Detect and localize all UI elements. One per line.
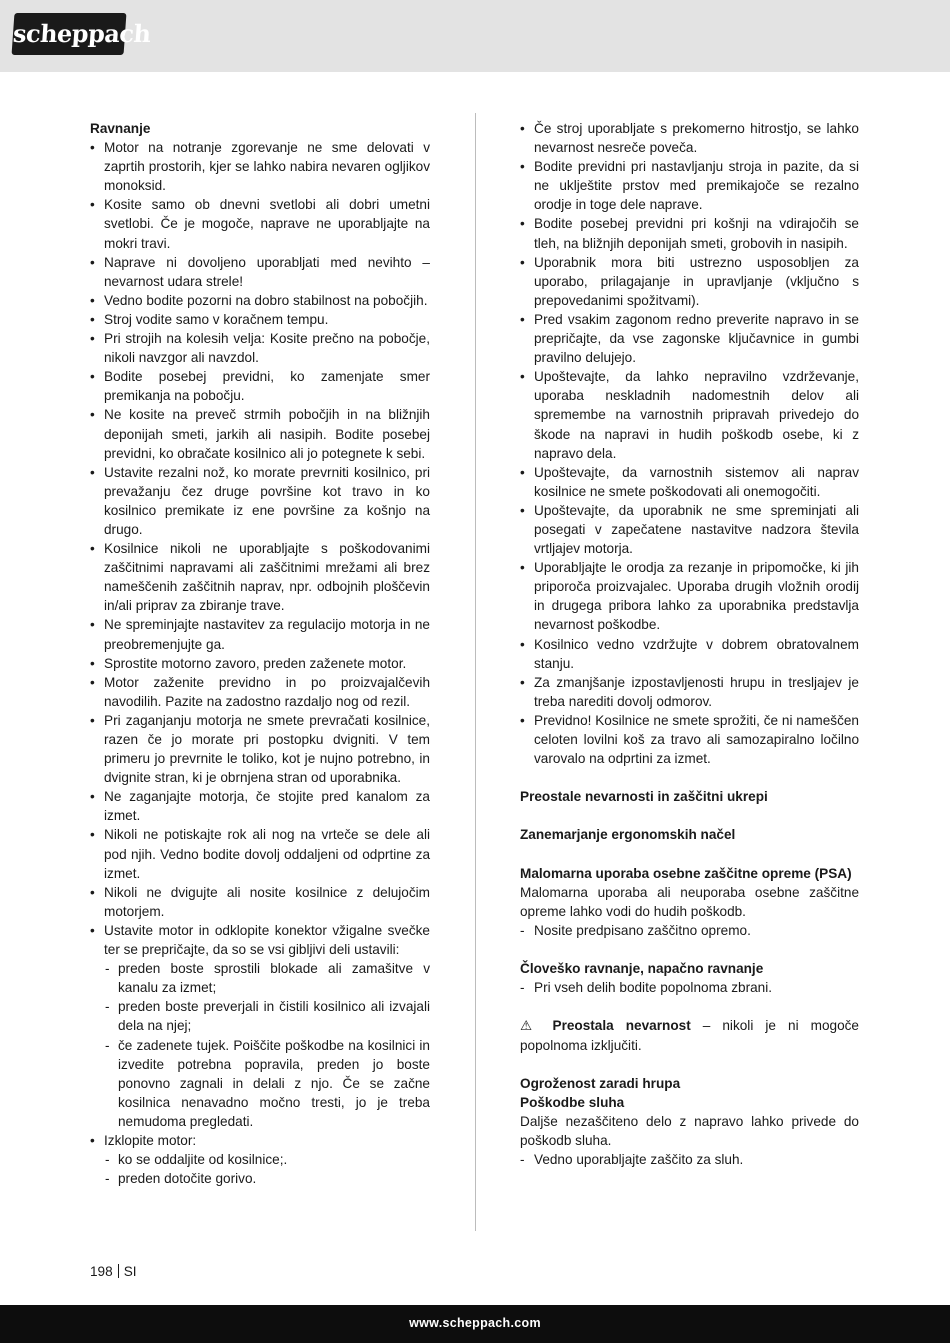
list-item: • Motor na notranje zgorevanje ne sme delovati v zaprtih prostorih, kjer se lahko nabira nevaren ogljikov monoksid. [90, 138, 430, 195]
page-number-separator [118, 1264, 119, 1278]
page-number-value: 198 [90, 1264, 113, 1279]
off-intro: Izklopite motor: [104, 1132, 197, 1148]
ergonomic-heading: Zanemarjanje ergonomskih načel [520, 827, 736, 843]
footer-bar [0, 1305, 950, 1343]
dash-item: - Nosite predpisano zaščitno opremo. [520, 921, 859, 940]
left-bullet-list [90, 138, 430, 1188]
list-item: • Motor zaženite previdno in po proizvajalčevih navodilih. Pazite na zadostno razdaljo nog od rezil. [90, 673, 430, 711]
footer-url[interactable]: www.scheppach.com [409, 1316, 541, 1330]
list-item: • Ne spreminjajte nastavitev za regulacijo motorja in ne preobremenjujte ga. [90, 615, 430, 653]
list-item: • Kosite samo ob dnevni svetlobi ali dobri umetni svetlobi. Če je mogoče, naprave ne uporabljajte na mokri travi. [90, 195, 430, 252]
off-sub-list [104, 1150, 430, 1188]
list-item: • Sprostite motorno zavoro, preden zaženete motor. [90, 654, 430, 673]
left-column [90, 119, 430, 1188]
list-item: • Uporabljajte le orodja za rezanje in pripomočke, ki jih priporoča proizvajalec. Uporaba drugih vložnih orodij in drugega pribora lahko za uporabnika predstavlja nevarnost poškodbe. [520, 558, 859, 634]
scheppach-logo: scheppach [12, 13, 127, 55]
list-item: • Nikoli ne potiskajte rok ali nog na vrteče se dele ali pod njih. Vedno bodite dovolj oddaljeni od odprtine za izmet. [90, 825, 430, 882]
stop-intro: Ustavite motor in odklopite konektor vžigalne svečke ter se prepričajte, da so se vsi gibljivi deli ustavili: [104, 922, 430, 958]
list-item: • Nikoli ne dvigujte ali nosite kosilnice z delujočim motorjem. [90, 883, 430, 921]
list-item: • Pri zaganjanju motorja ne smete prevračati kosilnice, razen če jo morate pri postopku dvigniti. V tem primeru jo prevrnite le toliko, kot je nujno potrebno, in dvignite stran, ki je obrnjena stran od uporabnika. [90, 711, 430, 787]
residual-risk-note [520, 1016, 859, 1054]
right-bullet-list [520, 119, 859, 768]
list-item-switch-off [90, 1131, 430, 1188]
list-item: • Pri strojih na kolesih velja: Kosite prečno na pobočje, nikoli navzgor ali navzdol. [90, 329, 430, 367]
list-item: • Bodite previdni pri nastavljanju stroja in pazite, da si ne uklještite prstov med premikajoče se rezalno orodje in toge dele naprave. [520, 157, 859, 214]
list-item: • Upoštevajte, da lahko nepravilno vzdrževanje, uporaba neskladnih nadomestnih delov ali spremembe na varnostnih pripravah privedejo do škode na napravi in hudih poškodb osebe, ki z napravo dela. [520, 367, 859, 462]
human-dash-list [520, 978, 859, 997]
page-number [90, 1264, 137, 1279]
psa-text: Malomarna uporaba ali neuporaba osebne zaščitne opreme lahko vodi do hudih poškodb. [520, 884, 859, 919]
list-item: • Uporabnik mora biti ustrezno usposobljen za uporabo, prilagajanje in upravljanje (vključno s prepovedanimi spožitvami). [520, 253, 859, 310]
list-item-stop-motor [90, 921, 430, 1131]
list-item: • Bodite posebej previdni pri košnji na vdirajočih se tleh, na bližnjih deponijah smeti, grobovih in nasipih. [520, 214, 859, 252]
right-column [520, 119, 859, 1169]
sub-list-item: - preden boste sprostili blokade ali zamašitve v kanalu za izmet; [104, 959, 430, 997]
human-error-heading: Človeško ravnanje, napačno ravnanje [520, 961, 764, 977]
list-item: • Upoštevajte, da uporabnik ne sme spreminjati ali posegati v zapečatene nastavitve nadzora števila vrtljajev motorja. [520, 501, 859, 558]
list-item: • Za zmanjšanje izpostavljenosti hrupu in tresljajev je treba narediti dovolj odmorov. [520, 673, 859, 711]
list-item: • Stroj vodite samo v koračnem tempu. [90, 310, 430, 329]
section-heading-ravnanje: Ravnanje [90, 121, 151, 136]
noise-text: Daljše nezaščiteno delo z napravo lahko privede do poškodb sluha. [520, 1113, 859, 1148]
list-item: • Vedno bodite pozorni na dobro stabilnost na pobočjih. [90, 291, 430, 310]
sub-list-item: - preden dotočite gorivo. [104, 1169, 430, 1188]
sub-list-item: - ko se oddaljite od kosilnice;. [104, 1150, 430, 1169]
dash-item: - Pri vseh delih bodite popolnoma zbrani. [520, 978, 859, 997]
psa-heading: Malomarna uporaba osebne zaščitne opreme (PSA) [520, 865, 852, 881]
list-item: • Pred vsakim zagonom redno preverite napravo in se prepričajte, da vse zagonske ključavnice in gumbi pravilno delujejo. [520, 310, 859, 367]
list-item: • Kosilnice nikoli ne uporabljajte s poškodovanimi zaščitnimi napravami ali zaščitnimi mrežami ali brez nameščenih zaščitnih naprav, npr. odbojnih ploščevin in/ali priprav za zbiranje trave. [90, 539, 430, 615]
sub-list-item: - če zadenete tujek. Poiščite poškodbe na kosilnici in izvedite potrebna popravila, preden jo boste ponovno zagnali in delali z njo. Če se začne kosilnica nenavadno močno tresti, jo je treba nemudoma pregledati. [104, 1036, 430, 1131]
noise-dash-list [520, 1150, 859, 1169]
list-item: • Previdno! Kosilnice ne smete sprožiti, če ni nameščen celoten lovilni koš za travo ali samozapiralno ločilno varovalo na odprtini za izmet. [520, 711, 859, 768]
psa-dash-list [520, 921, 859, 940]
warning-triangle-icon: ⚠ [520, 1018, 541, 1034]
list-item: • Če stroj uporabljate s prekomerno hitrostjo, se lahko nevarnost nesreče poveča. [520, 119, 859, 157]
column-divider [475, 113, 476, 1231]
sub-list-item: - preden boste preverjali in čistili kosilnico ali izvajali dela na njej; [104, 997, 430, 1035]
language-code: SI [123, 1264, 137, 1279]
list-item: • Ustavite rezalni nož, ko morate prevrniti kosilnico, pri prevažanju čez druge površine kot travo in ko kosilnico premikate iz ene površine za košnjo na drugo. [90, 463, 430, 539]
list-item: • Upoštevajte, da varnostnih sistemov ali naprav kosilnice ne smete poškodovati ali onemogočiti. [520, 463, 859, 501]
stop-sub-list [104, 959, 430, 1131]
noise-heading: Ogroženost zaradi hrupa [520, 1075, 681, 1091]
list-item: • Kosilnico vedno vzdržujte v dobrem obratovalnem stanju. [520, 635, 859, 673]
dash-item: - Vedno uporabljajte zaščito za sluh. [520, 1150, 859, 1169]
list-item: • Bodite posebej previdni, ko zamenjate smer premikanja na pobočju. [90, 367, 430, 405]
residual-risk-text: – nikoli je ni mogoče popolnoma izključiti. [520, 1018, 859, 1053]
hearing-damage-heading: Poškodbe sluha [520, 1094, 625, 1110]
list-item: • Ne kosite na preveč strmih pobočjih in na bližnjih deponijah smeti, jarkih ali nasipih. Bodite posebej previdni, ko obračate kosilnico ali jo potegnete k sebi. [90, 405, 430, 462]
residual-risks-heading: Preostale nevarnosti in zaščitni ukrepi [520, 789, 768, 805]
list-item: • Ne zaganjajte motorja, če stojite pred kanalom za izmet. [90, 787, 430, 825]
list-item: • Naprave ni dovoljeno uporabljati med nevihto – nevarnost udara strele! [90, 253, 430, 291]
residual-risk-label: Preostala nevarnost [552, 1018, 691, 1034]
header-bar [0, 0, 950, 72]
